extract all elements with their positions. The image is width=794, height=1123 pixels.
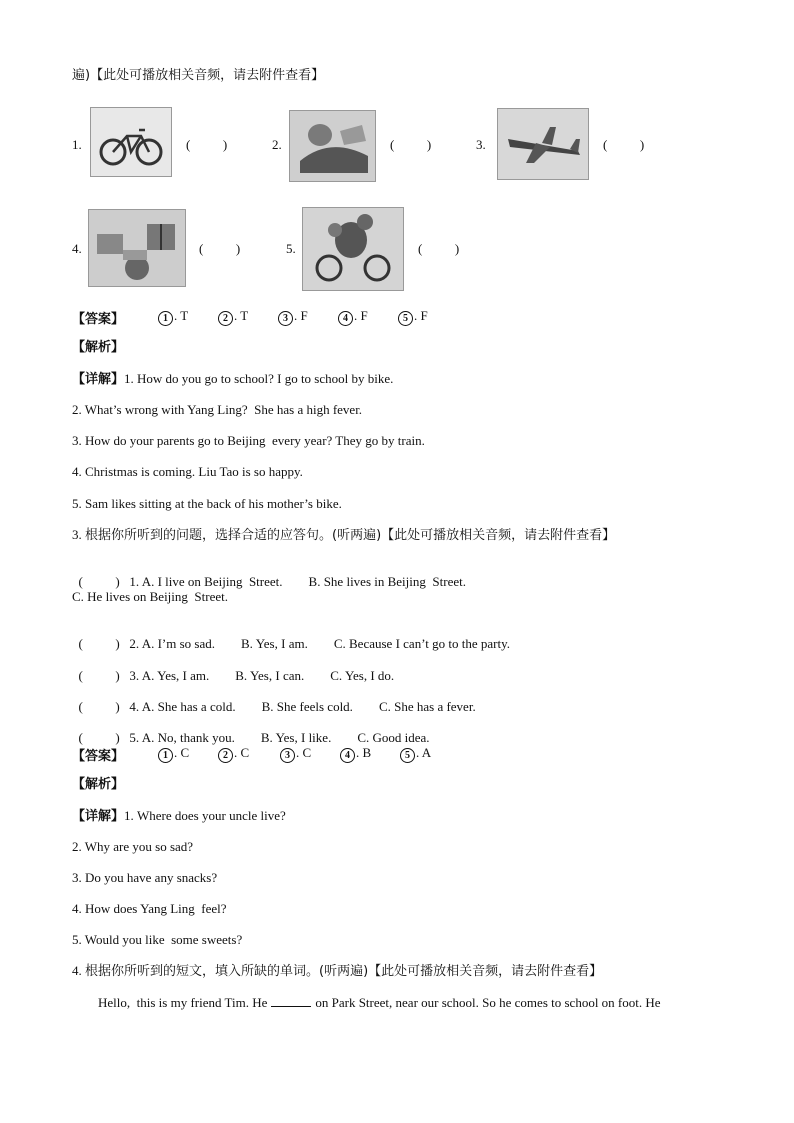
section-heading: 3. 根据你所听到的问题，选择合适的应答句。(听两遍)【此处可播放相关音频，请去附件查看】: [72, 527, 616, 543]
detail-line: 3. How do your parents go to Beijing every year? They go by train.: [72, 433, 425, 448]
answer-label: 【答案】: [72, 312, 125, 327]
answer-item: 1 . T: [158, 308, 188, 326]
answer-paren[interactable]: ( ): [199, 241, 241, 256]
question-row: ( ) 2. A. I’m so sad. B. Yes, I am. C. Because I can’t go to the party.: [78, 636, 511, 651]
christmas-gifts-icon: [89, 210, 185, 286]
answer-paren[interactable]: ( ): [78, 668, 120, 683]
bike-picture: [90, 107, 172, 177]
question-row: ( ) 5. A. No, thank you. B. Yes, I like. C. Good idea.: [78, 730, 430, 745]
detail-line: 5. Sam likes sitting at the back of his mother’s bike.: [72, 496, 342, 511]
detail-line: 5. Would you like some sweets?: [72, 932, 243, 947]
answer-item: 3 . F: [278, 308, 308, 326]
answer-paren[interactable]: ( ): [78, 636, 120, 651]
picture-number: 4.: [72, 241, 82, 256]
answer-item: 4 . F: [338, 308, 368, 326]
detail-line: 3. Do you have any snacks?: [72, 870, 218, 885]
bike-ride-picture: [302, 207, 404, 291]
answer-item: 5 . A: [400, 745, 431, 763]
analysis-label: 【解析】: [72, 340, 125, 355]
bike-icon: [91, 108, 171, 176]
answer-paren[interactable]: ( ): [78, 699, 120, 714]
sick-girl-icon: [290, 111, 375, 181]
answer-item: 1 . C: [158, 745, 189, 763]
answer-item: 3 . C: [280, 745, 311, 763]
answer-item: 5 . F: [398, 308, 428, 326]
question-row: ( ) 1. A. I live on Beijing Street. B. She lives in Beijing Street.: [78, 574, 466, 589]
picture-number: 5.: [286, 241, 296, 256]
answer-paren[interactable]: ( ): [78, 730, 120, 745]
detail-line: 2. What’s wrong with Yang Ling? She has a high fever.: [72, 402, 363, 417]
detail-line: 4. Christmas is coming. Liu Tao is so happy.: [72, 464, 303, 479]
question-row: ( ) 3. A. Yes, I am. B. Yes, I can. C. Yes, I do.: [78, 668, 395, 683]
answer-item: 2 . C: [218, 745, 249, 763]
sick-girl-picture: [289, 110, 376, 182]
picture-number: 2.: [272, 137, 282, 152]
christmas-picture: [88, 209, 186, 287]
section-heading: 4. 根据你所听到的短文，填入所缺的单词。(听两遍)【此处可播放相关音频，请去附件查看】: [72, 963, 603, 979]
question-option-c: C. He lives on Beijing Street.: [72, 589, 228, 604]
answer-label: 【答案】: [72, 749, 125, 764]
detail-line: 4. How does Yang Ling feel?: [72, 901, 227, 916]
detail-line: 【详解】1. Where does your uncle live?: [72, 808, 286, 824]
audio-note-line: 遍)【此处可播放相关音频，请去附件查看】: [72, 68, 325, 83]
detail-line: 【详解】1. How do you go to school? I go to school by bike.: [72, 371, 394, 387]
fill-blank[interactable]: [271, 1006, 311, 1007]
analysis-label: 【解析】: [72, 777, 125, 792]
answer-paren[interactable]: ( ): [603, 137, 645, 152]
passage-line: Hello, this is my friend Tim. He on Park Street, near our school. So he comes to school on foot. He: [98, 995, 661, 1010]
answer-item: 4 . B: [340, 745, 371, 763]
picture-number: 3.: [476, 137, 486, 152]
picture-number: 1.: [72, 137, 82, 152]
mother-child-bike-icon: [303, 208, 403, 290]
answer-paren[interactable]: ( ): [186, 137, 228, 152]
plane-picture: [497, 108, 589, 180]
answer-paren[interactable]: ( ): [418, 241, 460, 256]
detail-line: 2. Why are you so sad?: [72, 839, 194, 854]
answer-paren[interactable]: ( ): [390, 137, 432, 152]
question-row: ( ) 4. A. She has a cold. B. She feels cold. C. She has a fever.: [78, 699, 476, 714]
plane-icon: [498, 109, 588, 179]
answer-paren[interactable]: ( ): [78, 574, 120, 589]
answer-item: 2 . T: [218, 308, 248, 326]
